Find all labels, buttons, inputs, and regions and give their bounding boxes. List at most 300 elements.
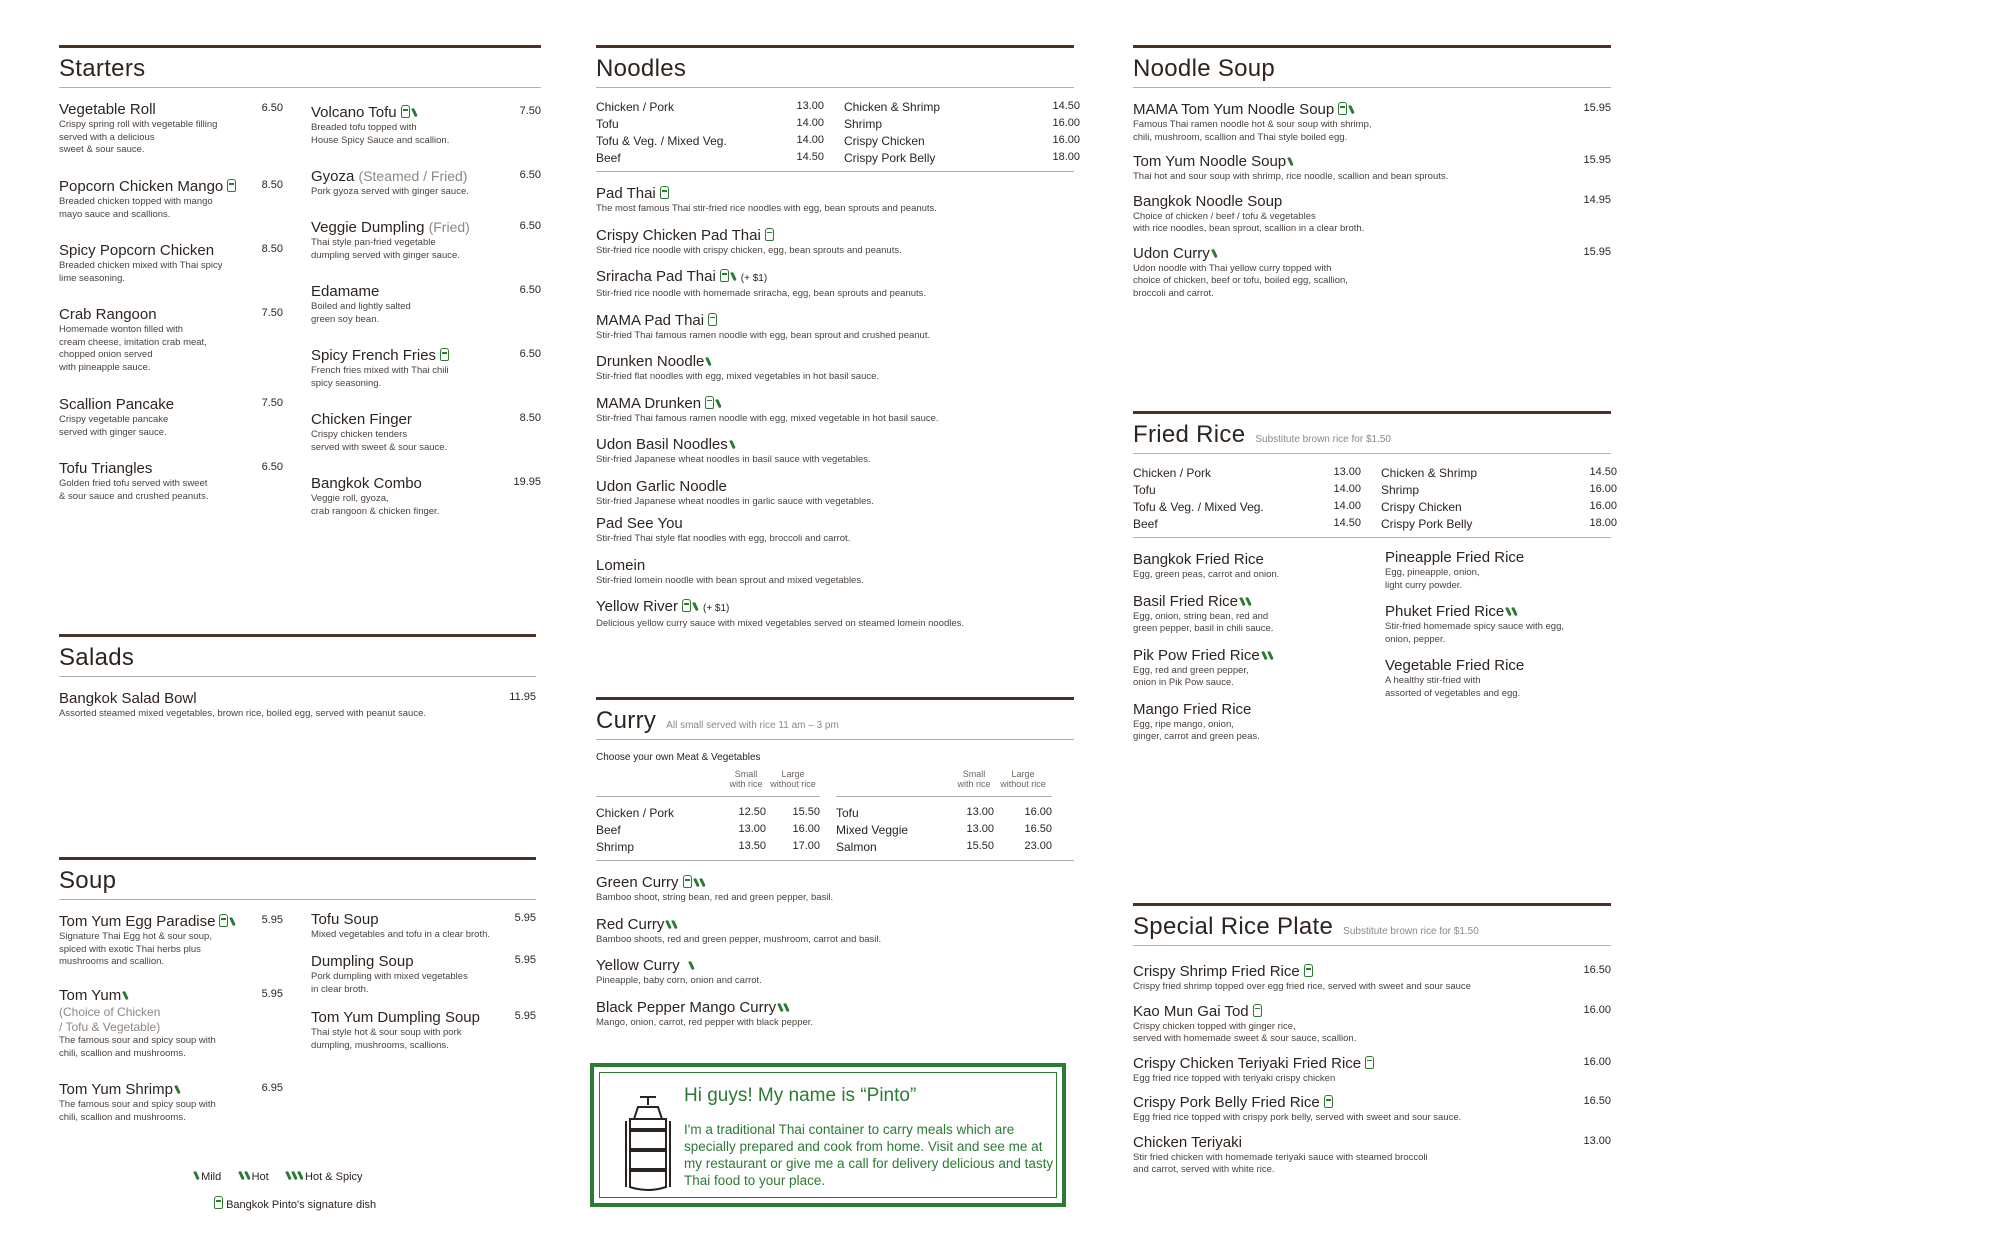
item-desc: Mango, onion, carrot, red pepper with black pepper. [596,1016,814,1028]
legend-hot-spicy: Hot & Spicy [305,1171,363,1183]
item-name: Spicy French Fries [311,347,437,364]
item-desc: Choice of chicken / beef / tofu & vegetables with rice noodles, bean sprout, scallion in a clear broth. [1133,210,1365,234]
menu-item [311,952,536,996]
item-name: Yellow River [596,598,678,615]
item-name: Bangkok Noodle Soup [1133,192,1283,210]
section-title: Starters [59,55,146,82]
item-name: Veggie Dumpling [311,219,425,236]
item-price: 7.50 [261,307,283,319]
menu-item [311,282,541,334]
menu-item [596,873,1074,905]
menu-item [59,986,283,1068]
item-name: MAMA Tom Yum Noodle Soup [1133,101,1335,118]
item-desc: Stir-fried Japanese wheat noodles in garlic sauce with vegetables. [596,495,874,507]
section-curry [596,697,1074,1041]
menu-item [596,514,1074,546]
chili-pepper-icon [238,1171,245,1180]
section-title: Noodles [596,55,687,82]
menu-item [596,394,1074,426]
item-price: 16.50 [1583,1095,1611,1107]
signature-dish-icon [1324,1095,1333,1108]
menu-item [59,305,283,383]
item-name: Tofu Soup [311,911,379,928]
pinto-text: I'm a traditional Thai container to carry meals which are specially prepared and cook from home. Visit and see me at my restaurant or give me a call for delivery delicious and tasty Thai food to your place. [684,1122,1054,1188]
menu-item [1133,1133,1611,1177]
item-name: Pik Pow Fried Rice [1133,646,1260,664]
item-price: 19.95 [513,476,541,488]
menu-item [59,177,283,229]
chili-pepper-icon [1211,248,1218,257]
item-name: Phuket Fried Rice [1385,603,1505,620]
item-desc: Thai style hot & sour soup with pork dumpling, mushrooms, scallions. [311,1027,462,1051]
large-price: 23.00 [1024,840,1052,852]
chili-pepper-icon [692,602,699,611]
item-name: Sriracha Pad Thai [596,268,716,285]
section-header [1133,411,1611,454]
item-name: Bangkok Combo [311,475,422,492]
protein-name: Crispy Pork Belly [1381,517,1473,531]
noodle-price-table [596,100,1080,165]
menu-item [1133,152,1611,184]
item-desc: Crispy vegetable pancake served with ginger sauce. [59,414,169,438]
section-starters [59,45,541,560]
item-desc: Pork gyoza served with ginger sauce. [311,186,469,197]
menu-item [596,956,1074,988]
item-name: Pad See You [596,515,683,532]
menu-item [311,103,541,155]
item-desc: Breaded chicken topped with mango mayo sauce and scallions. [59,196,213,220]
signature-dish-icon [440,348,449,361]
protein-name: Tofu & Veg. / Mixed Veg. [1133,500,1264,514]
item-name: Basil Fried Rice [1133,592,1239,610]
item-desc: Crispy spring roll with vegetable filling served with a delicious sweet & sour sauce. [59,119,218,155]
menu-item [596,184,1074,216]
protein-name: Chicken / Pork [596,806,675,820]
menu-item [596,477,1074,509]
protein-price: 14.00 [1333,483,1361,495]
item-price: 8.50 [519,412,541,424]
protein-name: Tofu [1133,483,1156,497]
protein-price: 13.00 [1333,466,1361,478]
item-subtitle: (Fried) [428,219,470,235]
chili-pepper-icon [699,878,706,887]
item-desc: Egg, ripe mango, onion, ginger, carrot and green peas. [1133,718,1260,742]
col-small-label: Small with rice [957,769,991,789]
menu-item [1133,1054,1611,1086]
menu-item [1385,602,1611,646]
large-price: 17.00 [792,840,820,852]
large-price: 16.50 [1024,823,1052,835]
item-extra: (+ $1) [740,273,768,284]
small-price: 13.00 [966,823,994,835]
item-name: Crab Rangoon [59,306,157,323]
item-desc: Boiled and lightly salted green soy bean. [311,301,411,325]
section-note: Substitute brown rice for $1.50 [1343,926,1479,937]
item-name: Vegetable Fried Rice [1385,657,1525,674]
menu-item [1133,962,1611,994]
pinto-container-icon [622,1093,674,1193]
signature-dish-icon [660,186,669,199]
protein-price: 14.50 [1333,517,1361,529]
protein-price: 14.50 [1052,100,1080,112]
divider [596,860,1074,861]
protein-name: Shrimp [596,840,635,854]
item-price: 16.50 [1583,964,1611,976]
section-header [59,45,541,88]
item-price: 15.95 [1583,245,1611,258]
item-name: Bangkok Salad Bowl [59,690,197,707]
chili-pepper-icon [122,991,129,1000]
section-noodles [596,45,1080,643]
section-salads [59,634,536,733]
item-price: 8.50 [261,179,283,191]
section-note: All small served with rice 11 am – 3 pm [666,720,839,731]
protein-name: Shrimp [1381,483,1420,497]
protein-name: Tofu & Veg. / Mixed Veg. [596,134,727,148]
protein-name: Tofu [836,806,859,820]
protein-price: 16.00 [1052,134,1080,146]
chili-pepper-icon [715,398,722,407]
curry-choose-text: Choose your own Meat & Vegetables [596,752,761,763]
menu-item [311,474,541,518]
item-desc: Veggie roll, gyoza, crab rangoon & chicken finger. [311,493,440,517]
chili-pepper-icon [411,108,418,117]
item-desc: Signature Thai Egg hot & sour soup, spiced with exotic Thai herbs plus mushrooms and scallion. [59,931,212,967]
signature-dish-icon [1338,102,1347,115]
protein-price: 16.00 [1589,483,1617,495]
protein-price: 18.00 [1052,151,1080,163]
pinto-title: Hi guys! My name is “Pinto” [684,1085,917,1106]
menu-item [311,410,541,462]
item-price: 6.95 [261,1082,283,1094]
item-price: 7.50 [261,397,283,409]
item-price: 5.95 [514,954,536,966]
item-name: Green Curry [596,874,679,891]
protein-name: Crispy Pork Belly [844,151,936,165]
divider [1133,537,1611,538]
item-name: Drunken Noodle [596,353,705,370]
small-price: 12.50 [738,806,766,818]
item-desc: The famous sour and spicy soup with chili, scallion and mushrooms. [59,1099,216,1123]
signature-dish-icon [219,914,228,927]
item-desc: Assorted steamed mixed vegetables, brown rice, boiled egg, served with peanut sauce. [59,708,427,719]
item-desc: Stir-fried homemade spicy sauce with egg, onion, pepper. [1385,621,1564,645]
section-header [596,697,1074,740]
item-name: Crispy Shrimp Fried Rice [1133,963,1300,980]
item-desc: Thai style pan-fried vegetable dumpling served with ginger sauce. [311,237,460,261]
menu-item [311,1008,536,1052]
chili-pepper-icon [729,440,736,449]
item-name: Udon Basil Noodles [596,436,728,453]
item-desc: Delicious yellow curry sauce with mixed vegetables served on steamed lomein noodles. [596,618,965,629]
signature-dish-icon [1253,1004,1262,1017]
menu-item [596,226,1074,258]
protein-price: 14.00 [1333,500,1361,512]
item-name: Tom Yum Egg Paradise [59,913,216,930]
item-price: 6.50 [261,461,283,473]
section-fried-rice [1133,411,1617,780]
item-name: Volcano Tofu [311,104,397,121]
item-price: 6.50 [519,169,541,181]
col-large-label: Large without rice [770,769,816,789]
section-title: Fried Rice [1133,421,1246,448]
menu-item [311,910,536,940]
item-desc: Bamboo shoot, string bean, red and green pepper, basil. [596,892,834,903]
item-name: Kao Mun Gai Tod [1133,1002,1249,1020]
menu-item [596,311,1074,343]
item-name: Dumpling Soup [311,953,414,970]
item-name: Scallion Pancake [59,396,175,413]
menu-item [1133,100,1611,144]
menu-item [596,597,1074,631]
protein-price: 13.00 [796,100,824,112]
item-name: Pineapple Fried Rice [1385,549,1525,566]
spice-legend [192,1171,363,1183]
protein-price: 14.00 [796,134,824,146]
item-desc: Egg, green peas, carrot and onion. [1133,569,1280,580]
menu-item [59,100,283,165]
menu-item [59,912,283,974]
signature-dish-icon [682,599,691,612]
section-title: Curry [596,707,657,734]
fried-rice-price-table [1133,466,1617,531]
item-desc: Egg fried rice topped with teriyaki crispy chicken [1133,1072,1336,1084]
protein-price: 18.00 [1589,517,1617,529]
protein-name: Crispy Chicken [844,134,925,148]
divider [596,171,1074,172]
chili-pepper-icon [1267,650,1274,659]
signature-dish-icon [705,396,714,409]
section-note: Substitute brown rice for $1.50 [1255,434,1391,445]
item-desc: Stir-fried Japanese wheat noodles in basil sauce with vegetables. [596,454,871,465]
item-desc: Stir-fried Thai famous ramen noodle with egg, mixed vegetable in hot basil sauce. [596,412,939,424]
chili-pepper-icon [230,917,237,926]
legend-signature: Bangkok Pinto's signature dish [226,1199,377,1211]
item-name: Pad Thai [596,185,656,202]
item-name: Chicken Teriyaki [1133,1133,1242,1151]
item-name: Tom Yum Dumpling Soup [311,1009,480,1026]
protein-name: Tofu [596,117,619,131]
section-header [1133,45,1611,88]
protein-price: 14.50 [796,151,824,163]
section-title: Soup [59,867,117,894]
section-header [1133,903,1611,946]
item-desc: Crispy chicken tenders served with sweet & sour sauce. [311,429,448,453]
protein-name: Shrimp [844,117,883,131]
menu-item [311,167,541,206]
item-price: 15.95 [1583,102,1611,114]
menu-item [1385,548,1611,592]
menu-item [311,218,541,270]
small-price: 13.00 [966,806,994,818]
protein-name: Chicken & Shrimp [844,100,941,114]
item-price: 16.00 [1583,1055,1611,1068]
chili-pepper-icon [688,961,695,970]
item-desc: Breaded tofu topped with House Spicy Sauce and scallion. [311,122,450,146]
section-header [596,45,1074,88]
item-price: 6.50 [261,102,283,114]
item-price: 15.95 [1583,154,1611,166]
signature-dish-icon [1365,1056,1374,1069]
section-special-rice-plate [1133,903,1611,1189]
item-desc: Mixed vegetables and tofu in a clear broth. [311,929,491,940]
chili-pepper-icon [1287,157,1294,166]
menu-item [59,241,283,293]
item-subtitle: (Steamed / Fried) [358,168,468,184]
menu-item [1133,646,1373,690]
large-price: 15.50 [792,806,820,818]
item-price: 11.95 [509,691,536,703]
section-soup [59,857,536,1132]
item-name: Chicken Finger [311,411,412,428]
item-subtitle: (Choice of Chicken / Tofu & Vegetable) [59,1005,161,1034]
item-name: Udon Garlic Noodle [596,477,727,495]
item-name: Tofu Triangles [59,460,153,477]
item-name: Edamame [311,283,380,300]
item-desc: Stir-fried rice noodle with crispy chicken, egg, bean sprouts and peanuts. [596,244,902,256]
protein-name: Mixed Veggie [836,823,909,837]
item-name: Bangkok Fried Rice [1133,551,1264,568]
menu-item [596,435,1074,467]
protein-name: Chicken / Pork [596,100,675,114]
protein-price: 14.00 [796,117,824,129]
item-name: Lomein [596,556,646,574]
chili-pepper-icon [1348,105,1355,114]
item-price: 8.50 [261,243,283,255]
protein-name: Chicken & Shrimp [1381,466,1478,480]
item-name: Spicy Popcorn Chicken [59,242,215,259]
chili-pepper-icon [706,357,713,366]
item-desc: Stir-fried Thai style flat noodles with egg, broccoli and carrot. [596,533,851,544]
menu-item [596,352,1074,384]
col-large-label: Large without rice [1000,769,1046,789]
section-title: Salads [59,644,135,671]
item-price: 13.00 [1583,1134,1611,1147]
item-desc: Egg, red and green pepper, onion in Pik Pow sauce. [1133,664,1249,688]
item-name: Popcorn Chicken Mango [59,178,224,195]
menu-item [1133,192,1611,236]
protein-price: 14.50 [1589,466,1617,478]
menu-item [59,459,283,503]
menu-item [596,556,1074,588]
item-name: Crispy Pork Belly Fried Rice [1133,1094,1320,1111]
item-desc: Golden fried tofu served with sweet & sour sauce and crushed peanuts. [59,478,209,502]
menu-item [1133,592,1373,636]
menu-item [596,267,1074,301]
item-name: Crispy Chicken Pad Thai [596,226,761,244]
item-desc: Stir-fried lomein noodle with bean sprout and mixed vegetables. [596,574,864,586]
item-price: 14.95 [1583,193,1611,206]
section-header [59,634,536,677]
item-desc: Egg, onion, string bean, red and green pepper, basil in chili sauce. [1133,610,1274,634]
protein-name: Beef [1133,517,1158,531]
item-desc: Stir fried chicken with homemade teriyaki sauce with steamed broccoli and carrot, served with white rice. [1133,1151,1428,1175]
item-price: 6.50 [519,220,541,232]
protein-name: Chicken / Pork [1133,466,1212,480]
menu-item [1133,1002,1611,1046]
item-desc: Udon noodle with Thai yellow curry topped with choice of chicken, beef or tofu, boiled egg, scallion, broccoli and carrot. [1133,262,1348,299]
signature-dish-icon [708,313,717,326]
menu-item [1133,550,1373,582]
protein-name: Beef [596,151,621,165]
item-desc: Homemade wonton filled with cream cheese, imitation crab meat, chopped onion served with pineapple sauce. [59,324,207,373]
item-name: Gyoza [311,168,355,185]
protein-price: 16.00 [1052,117,1080,129]
item-price: 5.95 [261,988,283,1000]
item-name: Red Curry [596,915,665,933]
item-desc: The most famous Thai stir-fried rice noodles with egg, bean sprouts and peanuts. [596,203,937,214]
item-desc: Stir-fried rice noodle with homemade sriracha, egg, bean sprouts and peanuts. [596,288,927,299]
item-desc: The famous sour and spicy soup with chili, scallion and mushrooms. [59,1035,216,1059]
large-price: 16.00 [1024,806,1052,818]
item-desc: A healthy stir-fried with assorted of vegetables and egg. [1385,675,1521,699]
item-name: Black Pepper Mango Curry [596,998,777,1016]
section-noodle-soup [1133,45,1611,312]
item-price: 7.50 [519,105,541,117]
curry-price-table [596,769,1074,854]
small-price: 15.50 [966,840,994,852]
item-name: Udon Curry [1133,244,1210,262]
legend-hot: Hot [251,1171,269,1183]
signature-dish-icon [227,179,236,192]
menu-item [596,998,1074,1030]
item-price: 16.00 [1583,1003,1611,1016]
item-price: 6.50 [519,348,541,360]
chili-pepper-icon [783,1002,790,1011]
signature-dish-icon [401,105,410,118]
section-title: Special Rice Plate [1133,913,1334,940]
protein-name: Salmon [836,840,877,854]
menu-item [596,915,1074,947]
legend-mild: Mild [201,1171,222,1183]
signature-dish-icon [720,269,729,282]
item-name: Yellow Curry [596,957,680,974]
chili-pepper-icon [1245,596,1252,605]
item-price: 5.95 [514,1010,536,1022]
chili-pepper-icon [730,272,737,281]
item-extra: (+ $1) [702,603,730,614]
small-price: 13.50 [738,840,766,852]
item-desc: Egg fried rice topped with crispy pork belly, served with sweet and sour sauce. [1133,1112,1462,1123]
item-price: 5.95 [514,912,536,924]
protein-name: Beef [596,823,621,837]
chili-pepper-icon [297,1171,304,1180]
item-desc: Pineapple, baby corn, onion and carrot. [596,975,762,986]
col-small-label: Small with rice [729,769,763,789]
item-desc: Famous Thai ramen noodle hot & sour soup with shrimp, chili, mushroom, scallion and Thai style boiled egg. [1133,119,1372,143]
item-price: 5.95 [261,914,283,926]
menu-item [59,395,283,447]
chili-pepper-icon [672,919,679,928]
item-price: 6.50 [519,284,541,296]
large-price: 16.00 [792,823,820,835]
menu-item [1133,1093,1611,1125]
item-desc: Bamboo shoots, red and green pepper, mushroom, carrot and basil. [596,933,882,945]
item-name: Tom Yum Shrimp [59,1081,173,1098]
chili-pepper-icon [1511,607,1518,616]
item-desc: Crispy fried shrimp topped over egg fried rice, served with sweet and sour sauce [1133,981,1471,992]
signature-dish-icon [765,228,774,241]
small-price: 13.00 [738,823,766,835]
pinto-info-box [590,1063,1066,1207]
section-title: Noodle Soup [1133,55,1276,82]
item-name: Tom Yum [59,987,122,1004]
item-desc: Crispy chicken topped with ginger rice, served with homemade sweet & sour sauce, scallion. [1133,1020,1357,1044]
protein-name: Crispy Chicken [1381,500,1462,514]
menu-item [311,346,541,398]
item-desc: Egg, pineapple, onion, light curry powder. [1385,567,1480,591]
signature-dish-icon [683,875,692,888]
